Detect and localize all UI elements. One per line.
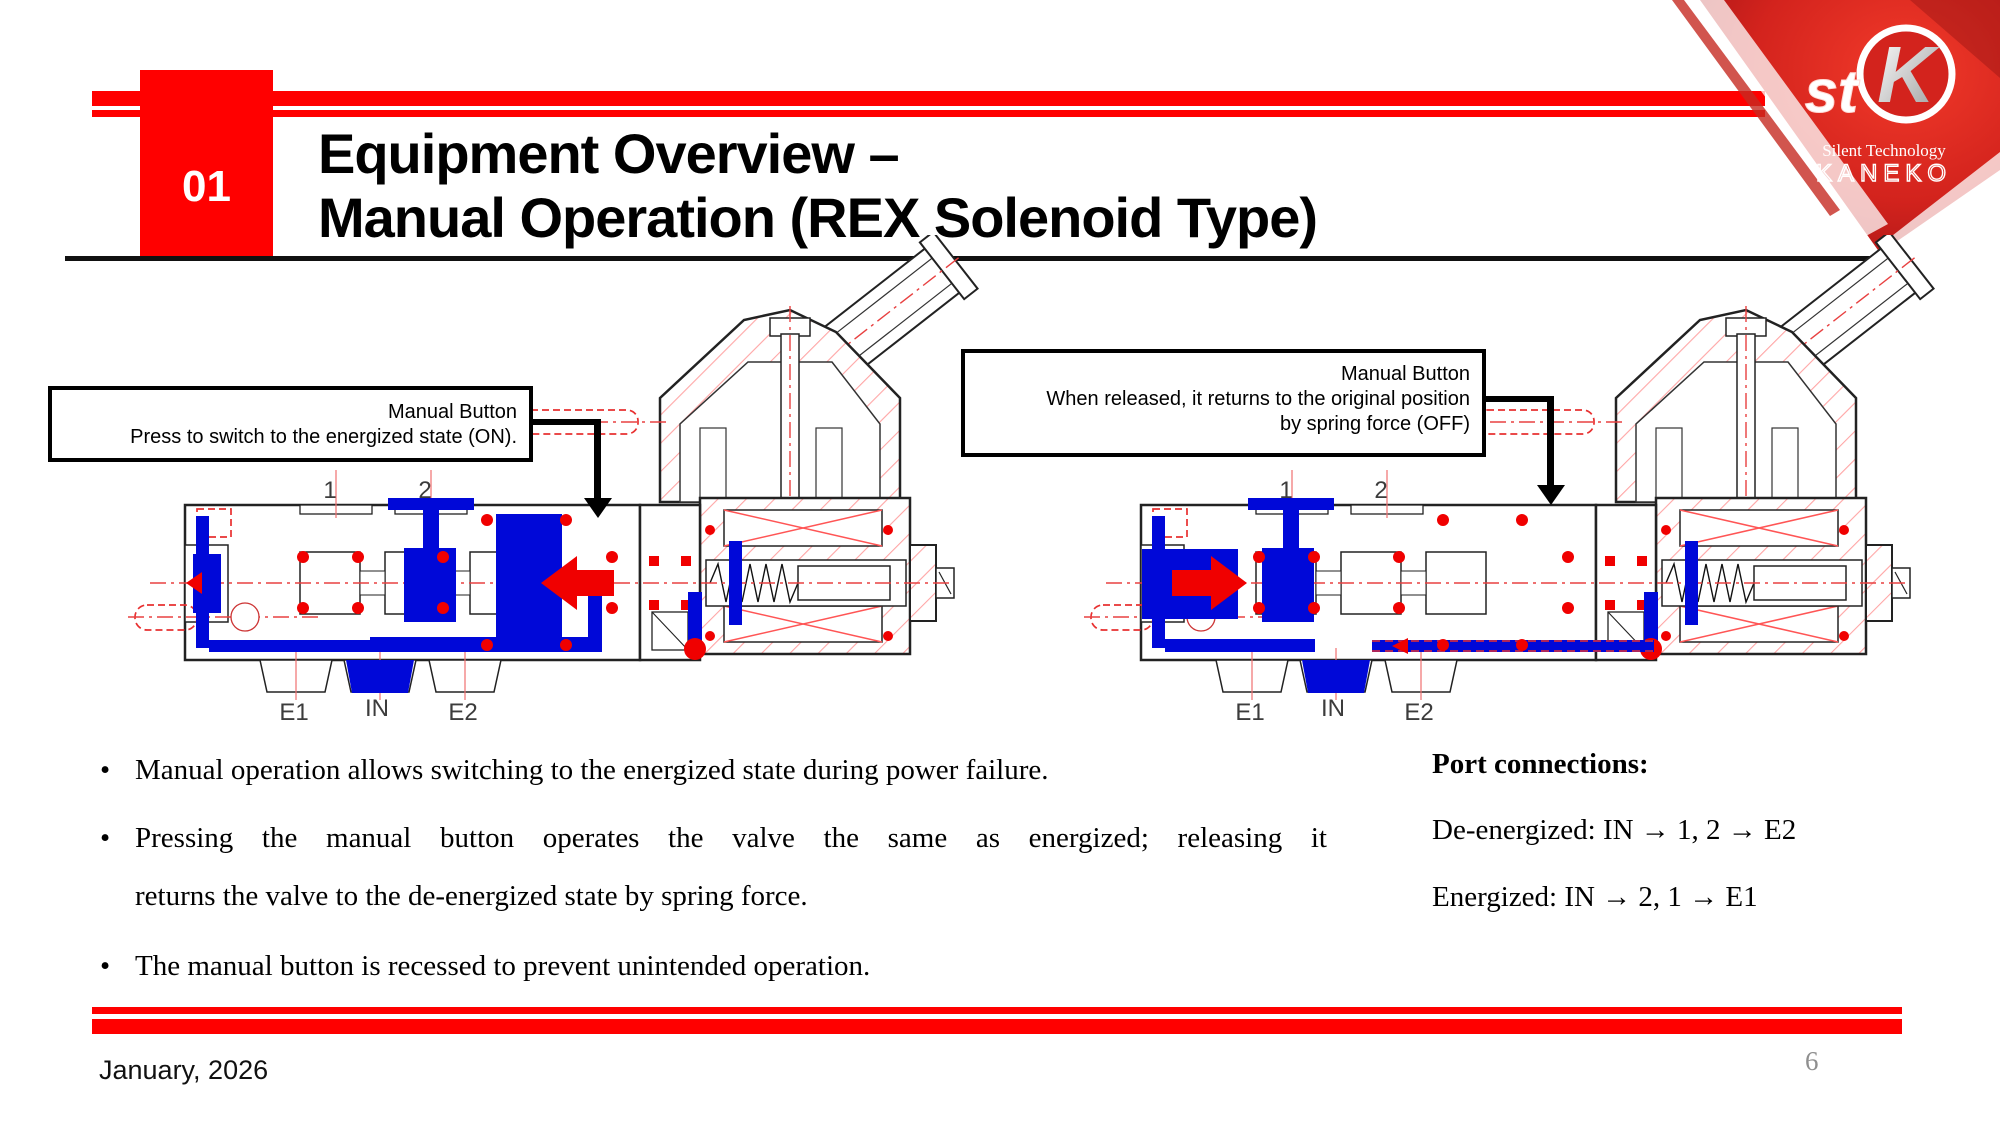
port-2-label: 2	[1374, 477, 1388, 504]
title-line-1: Equipment Overview –	[318, 122, 899, 185]
callout-manual-button-left	[48, 386, 533, 462]
company-logo	[1620, 0, 2000, 265]
logo-company-name: KANEKO	[1815, 160, 1953, 187]
callout-left-connector-h	[533, 419, 600, 425]
section-number-badge	[140, 70, 273, 258]
port-connections	[1432, 748, 1796, 914]
header-bar-thick	[92, 91, 1765, 106]
header-bar-thin	[92, 110, 1765, 117]
callout-right-connector-v	[1547, 396, 1554, 486]
valve-diagrams	[60, 235, 1960, 725]
port-e2-label: E2	[1404, 699, 1434, 725]
port-e1-label: E1	[1235, 699, 1265, 725]
bullet-2-line1: Pressing the manual button operates the valve the same as energized; releasing it	[135, 822, 1327, 854]
port-connections-heading: Port connections:	[1432, 748, 1649, 780]
page-number: 6	[1805, 1046, 1819, 1076]
title-line-2: Manual Operation (REX Solenoid Type)	[318, 186, 1318, 249]
port-connections-energized: Energized: IN → 2, 1 → E1	[1432, 881, 1758, 913]
bullet-2-line2: returns the valve to the de-energized state by spring force.	[135, 880, 808, 912]
bullet-3: • The manual button is recessed to prevent unintended operation.	[100, 948, 1340, 984]
page-title	[318, 122, 1317, 250]
bullet-1: • Manual operation allows switching to the energized state during power failure.	[100, 752, 1340, 788]
footer-date: January, 2026	[99, 1055, 269, 1085]
bullet-2: • Pressing the manual button operates the valve the same as energized; releasing it returns the valve to the de-energized state by spring force.	[100, 820, 1340, 914]
logo-st-letters: st	[1804, 58, 1858, 125]
bullet-3-text: The manual button is recessed to prevent unintended operation.	[135, 950, 871, 982]
callout-left-connector-v	[594, 419, 601, 499]
port-in-label: IN	[365, 695, 389, 722]
port-e1-label: E1	[279, 699, 309, 725]
callout-manual-button-right	[961, 349, 1486, 457]
port-1-label: 1	[323, 477, 337, 504]
footer-bar-thin	[92, 1007, 1902, 1014]
callout-right-connector-h	[1486, 396, 1553, 402]
port-2-label: 2	[418, 477, 432, 504]
port-e2-label: E2	[448, 699, 478, 725]
callout-right-line3: by spring force (OFF)	[1279, 413, 1470, 435]
callout-left-arrowhead	[584, 498, 612, 518]
bullet-1-text: Manual operation allows switching to the energized state during power failure.	[135, 754, 1049, 786]
callout-right-line1: Manual Button	[1341, 363, 1470, 385]
callout-left-line1: Manual Button	[388, 401, 517, 423]
logo-k-letter: K	[1877, 30, 1935, 119]
port-in-label: IN	[1321, 695, 1345, 722]
callout-left-line2: Press to switch to the energized state (ON).	[130, 426, 517, 448]
logo-tagline: Silent Technology	[1822, 141, 1946, 160]
port-connections-deenergized: De-energized: IN → 1, 2 → E2	[1432, 814, 1797, 846]
section-number: 01	[182, 162, 231, 211]
footer-bar-thick	[92, 1019, 1902, 1034]
callout-right-arrowhead	[1537, 485, 1565, 505]
diagram-left-valve	[128, 235, 985, 725]
diagram-right-valve	[1084, 235, 1941, 725]
port-1-label: 1	[1279, 477, 1293, 504]
callout-right-line2: When released, it returns to the original position	[1046, 388, 1470, 410]
